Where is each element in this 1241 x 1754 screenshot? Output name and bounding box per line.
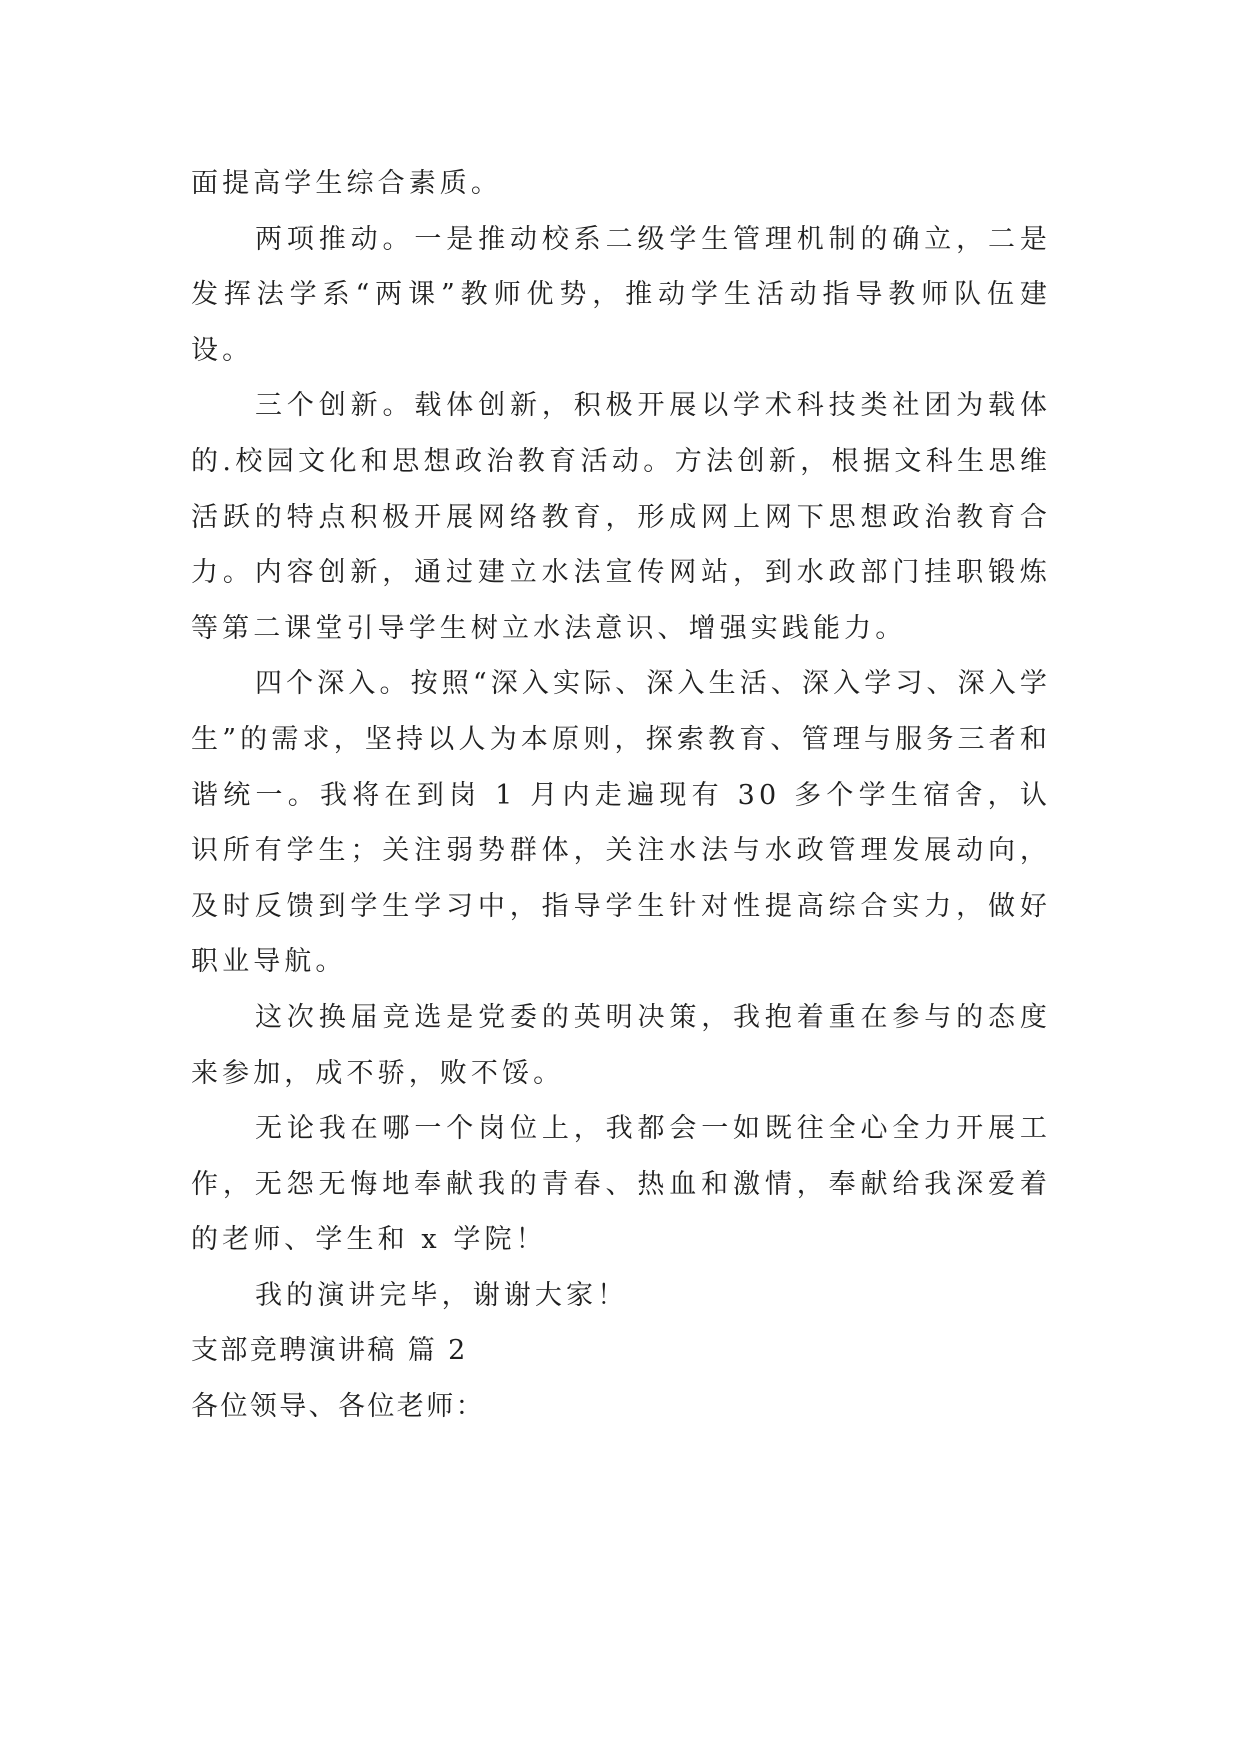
- paragraph-three-innovations: 三个创新。载体创新，积极开展以学术科技类社团为载体的.校园文化和思想政治教育活动。方法创新，根据文科生思维活跃的特点积极开展网络教育，形成网上网下思想政治教育合力。内容创新，通过建立水法宣传网站，到水政部门挂职锻炼等第二课堂引导学生树立水法意识、增强实践能力。: [191, 390, 1051, 644]
- document-body: [191, 156, 1051, 1435]
- paragraph-two-promotions: 两项推动。一是推动校系二级学生管理机制的确立，二是发挥法学系“两课”教师优势，推动学生活动指导教师队伍建设。: [191, 223, 1051, 366]
- paragraph-election-attitude: 这次换届竞选是党委的英明决策，我抱着重在参与的态度来参加，成不骄，败不馁。: [191, 1001, 1051, 1089]
- paragraph-closing: 我的演讲完毕，谢谢大家！: [255, 1279, 629, 1311]
- salutation-line: 各位领导、各位老师：: [191, 1391, 485, 1423]
- paragraph-four-deepenings: 四个深入。按照“深入实际、深入生活、深入学习、深入学生”的需求，坚持以人为本原则，探索教育、管理与服务三者和谐统一。我将在到岗 1 月内走遍现有 30 多个学生宿舍，认识所有学生；关注弱势群体，关注水法与水政管理发展动向，及时反馈到学生学习中，指导学生针对性提高综合实力，做好职业导航。: [191, 668, 1051, 978]
- paragraph-dedication: 无论我在哪一个岗位上，我都会一如既往全心全力开展工作，无怨无悔地奉献我的青春、热血和激情，奉献给我深爱着的老师、学生和 x 学院！: [191, 1113, 1051, 1256]
- paragraph-continuation: 面提高学生综合素质。: [191, 168, 502, 199]
- section-heading: 支部竞聘演讲稿 篇 2: [191, 1335, 468, 1367]
